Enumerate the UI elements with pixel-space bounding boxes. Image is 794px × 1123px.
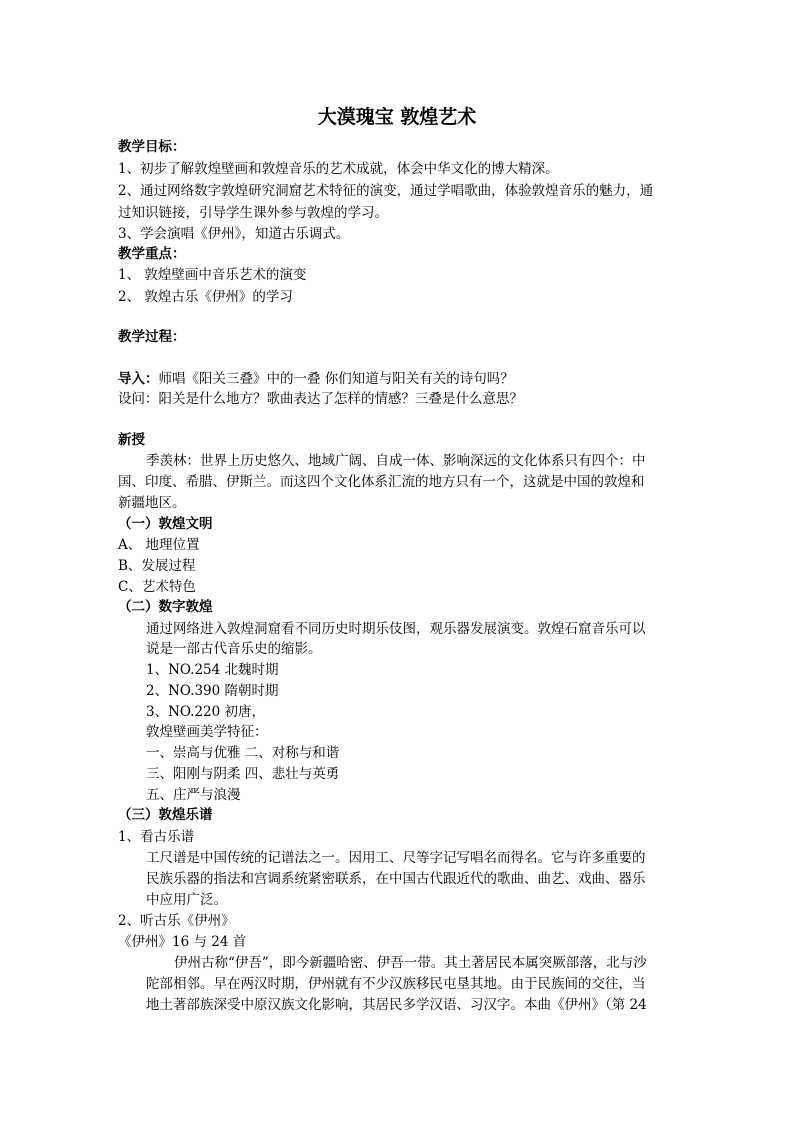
section-3-sub-2: 2、听古乐《伊州》 xyxy=(118,913,235,929)
section-1-heading: （一）敦煌文明 xyxy=(118,516,213,532)
intro-line xyxy=(118,370,514,388)
piece-line-2: 陀部相邻。早在两汉时期，伊州就有不少汉族移民屯垦其地。由于民族间的交往，当 xyxy=(146,976,646,992)
intro-text: 师唱《阳关三叠》中的一叠 你们知道与阳关有关的诗句吗？ xyxy=(158,371,514,387)
section-3-sub-1-line-3: 中应用广泛。 xyxy=(146,892,227,908)
newlesson-heading: 新授 xyxy=(118,432,145,448)
process-heading: 教学过程： xyxy=(118,329,186,345)
section-2-para-line-1: 通过网络进入敦煌洞窟看不同历史时期乐伎图，观乐器发展演变。敦煌石窟音乐可以 xyxy=(146,621,646,637)
newlesson-quote-line-1: 季羡林：世界上历史悠久、地域广阔、自成一体、影响深远的文化体系只有四个：中 xyxy=(146,453,646,469)
piece-line-1: 伊州古称“伊吾”，即今新疆哈密、伊吾一带。其土著居民本属突厥部落，北与沙 xyxy=(174,955,647,971)
features-heading: 敦煌壁画美学特征： xyxy=(146,724,268,740)
piece-line-3: 地土著部族深受中原汉族文化影响，其居民多学汉语、习汉字。本曲《伊州》（第 24 xyxy=(146,997,647,1013)
section-2-para-line-2: 说是一部古代音乐史的缩影。 xyxy=(146,641,322,657)
objective-item-2-line-2: 过知识链接，引导学生课外参与敦煌的学习。 xyxy=(118,205,388,221)
keypoint-item-2: 2、 敦煌古乐《伊州》的学习 xyxy=(118,289,293,305)
objective-item-3: 3、学会演唱《伊州》，知道古乐调式。 xyxy=(118,226,350,242)
section-2-item-2: 2、NO.390 隋朝时期 xyxy=(146,683,279,699)
document-title: 大漠瑰宝 敦煌艺术 xyxy=(317,106,477,128)
intro-question: 设问：阳关是什么地方？歌曲表达了怎样的情感？三叠是什么意思？ xyxy=(118,391,523,407)
section-1-item-a: A、 地理位置 xyxy=(118,537,200,553)
section-3-sub-1-line-1: 工尺谱是中国传统的记谱法之一。因用工、尺等字记写唱名而得名。它与许多重要的 xyxy=(146,850,646,866)
features-row-2: 三、阳刚与阴柔 四、悲壮与英勇 xyxy=(146,766,340,782)
intro-label: 导入： xyxy=(118,371,159,387)
objective-item-1: 1、初步了解敦煌壁画和敦煌音乐的艺术成就，体会中华文化的博大精深。 xyxy=(118,161,559,177)
section-1-item-b: B、发展过程 xyxy=(118,558,196,574)
newlesson-quote-line-3: 新疆地区。 xyxy=(118,495,186,511)
keypoints-heading: 教学重点： xyxy=(118,246,186,262)
features-row-1: 一、崇高与优雅 二、对称与和谐 xyxy=(146,745,340,761)
section-3-sub-1-line-2: 民族乐器的指法和宫调系统紧密联系，在中国古代跟近代的歌曲、曲艺、戏曲、器乐 xyxy=(146,871,646,887)
features-row-3: 五、庄严与浪漫 xyxy=(146,787,241,803)
section-2-heading: （二）数字敦煌 xyxy=(118,599,213,615)
section-2-item-1: 1、NO.254 北魏时期 xyxy=(146,662,279,678)
section-3-sub-1: 1、看古乐谱 xyxy=(118,829,195,845)
keypoint-item-1: 1、 敦煌壁画中音乐艺术的演变 xyxy=(118,267,307,283)
objectives-heading: 教学目标： xyxy=(118,139,186,155)
piece-title: 《伊州》16 与 24 首 xyxy=(118,934,247,950)
section-3-heading: （三）敦煌乐谱 xyxy=(118,807,213,823)
objective-item-2-line-1: 2、通过网络数字敦煌研究洞窟艺术特征的演变，通过学唱歌曲，体验敦煌音乐的魅力，通 xyxy=(118,183,654,199)
section-2-item-3: 3、NO.220 初唐， xyxy=(146,704,266,720)
section-1-item-c: C、艺术特色 xyxy=(118,579,196,595)
newlesson-quote-line-2: 国、印度、希腊、伊斯兰。而这四个文化体系汇流的地方只有一个，这就是中国的敦煌和 xyxy=(118,474,645,490)
